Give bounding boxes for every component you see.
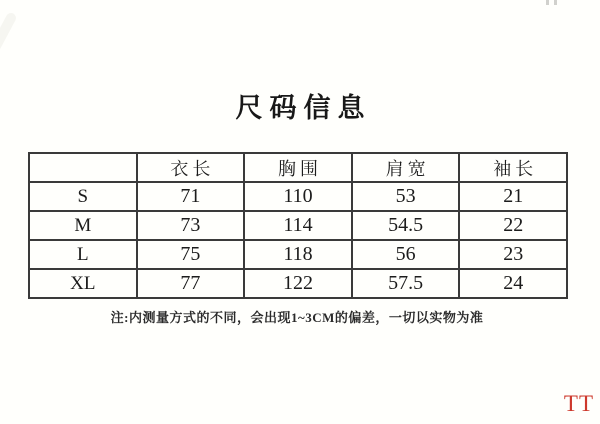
faint-corner-marks (546, 0, 560, 6)
chest-value: 122 (244, 269, 352, 298)
size-label: L (29, 240, 137, 269)
header-sleeve: 袖长 (459, 153, 567, 182)
shoulder-value: 57.5 (352, 269, 460, 298)
chest-value: 114 (244, 211, 352, 240)
size-label: M (29, 211, 137, 240)
sleeve-value: 24 (459, 269, 567, 298)
table-row (29, 182, 567, 211)
header-shoulder: 肩宽 (352, 153, 460, 182)
header-chest: 胸围 (244, 153, 352, 182)
header-size (29, 153, 137, 182)
sleeve-value: 23 (459, 240, 567, 269)
shoulder-value: 56 (352, 240, 460, 269)
garment-length-value: 75 (137, 240, 245, 269)
table-row (29, 211, 567, 240)
garment-length-value: 73 (137, 211, 245, 240)
size-label: S (29, 182, 137, 211)
sleeve-value: 21 (459, 182, 567, 211)
tt-watermark: TT (563, 391, 594, 416)
size-label: XL (29, 269, 137, 298)
garment-length-value: 71 (137, 182, 245, 211)
faint-mark (554, 0, 557, 5)
garment-length-value: 77 (137, 269, 245, 298)
size-table (28, 152, 568, 299)
table-header-row (29, 153, 567, 182)
chest-value: 118 (244, 240, 352, 269)
page-title: 尺码信息 (235, 93, 372, 123)
shoulder-value: 53 (352, 182, 460, 211)
table-row (29, 240, 567, 269)
measurement-note: 注:内测量方式的不同，会出现1~3CM的偏差，一切以实物为准 (110, 310, 484, 325)
header-garment-length: 衣长 (137, 153, 245, 182)
chest-value: 110 (244, 182, 352, 211)
sleeve-value: 22 (459, 211, 567, 240)
shoulder-value: 54.5 (352, 211, 460, 240)
faint-mark (546, 0, 549, 5)
table-row (29, 269, 567, 298)
